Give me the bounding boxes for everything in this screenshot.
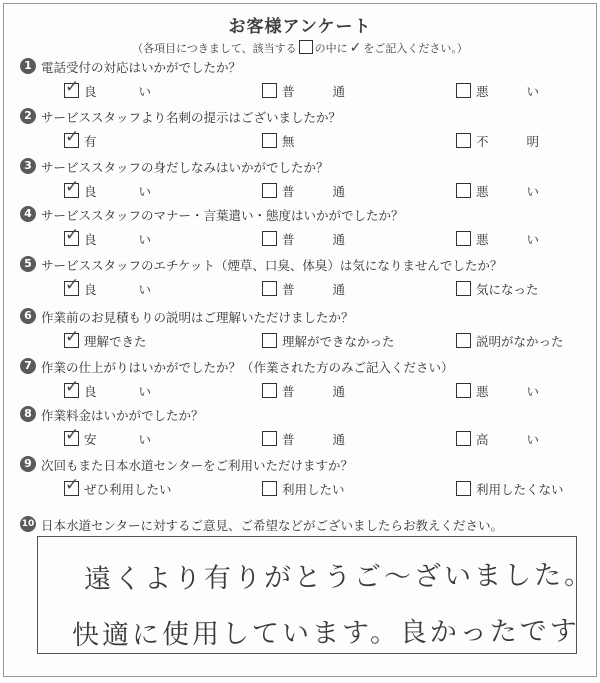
question-text: 次回もまた日本水道センターをご利用いただけますか？ bbox=[41, 458, 354, 473]
checkbox-sample-icon bbox=[299, 40, 313, 54]
option-label: 説明がなかった bbox=[476, 334, 564, 349]
option-label: 気になった bbox=[476, 282, 539, 297]
checkmark-icon: ✓ bbox=[65, 475, 80, 495]
question-number: 10 bbox=[20, 516, 36, 532]
checkbox[interactable] bbox=[456, 133, 471, 148]
question-3 bbox=[4, 156, 598, 204]
question-number: 6 bbox=[20, 308, 36, 324]
question-number: 2 bbox=[20, 108, 36, 124]
survey-sheet bbox=[3, 3, 597, 677]
question-2 bbox=[4, 106, 598, 154]
option-label: 良い bbox=[84, 282, 194, 297]
option-label: 無 bbox=[282, 134, 295, 149]
option-label: 普通 bbox=[282, 384, 384, 399]
checkmark-sample-icon: ✓ bbox=[349, 40, 362, 56]
checkmark-icon: ✓ bbox=[65, 225, 80, 245]
option-label: 悪い bbox=[476, 184, 578, 199]
option-label: 良い bbox=[84, 232, 194, 247]
option-label: 普通 bbox=[282, 184, 384, 199]
question-text: 作業前のお見積もりの説明はご理解いただけましたか？ bbox=[41, 310, 354, 325]
option-label: 悪い bbox=[476, 84, 578, 99]
option-label: 普通 bbox=[282, 232, 384, 247]
comment-box[interactable] bbox=[37, 536, 595, 654]
option-label: 理解ができなかった bbox=[282, 334, 395, 349]
checkmark-icon: ✓ bbox=[65, 377, 80, 397]
question-9 bbox=[4, 454, 598, 502]
option-label: 普通 bbox=[282, 432, 384, 447]
checkbox[interactable] bbox=[456, 83, 471, 98]
checkbox[interactable] bbox=[262, 183, 277, 198]
instruction-before: （各項目につきまして、該当する bbox=[132, 42, 297, 55]
handwritten-line-2: 快適に使用しています。良かったです bbox=[71, 615, 580, 652]
option-label: ぜひ利用したい bbox=[84, 482, 172, 497]
checkbox[interactable] bbox=[262, 431, 277, 446]
option-label: 高い bbox=[476, 432, 578, 447]
option-label: 良い bbox=[84, 84, 194, 99]
question-text: サービススタッフより名刺の提示はございましたか？ bbox=[41, 110, 342, 125]
question-number: 4 bbox=[20, 206, 36, 222]
question-6 bbox=[4, 306, 598, 354]
handwritten-line-1: 遠くより有りがとうご～ざいました。 bbox=[83, 559, 595, 596]
checkbox[interactable] bbox=[262, 281, 277, 296]
instruction-after: をご記入ください。） bbox=[363, 42, 468, 55]
question-text: 作業の仕上がりはいかがでしたか？（作業された方のみご記入ください） bbox=[41, 360, 454, 375]
checkmark-icon: ✓ bbox=[65, 77, 80, 97]
option-label: 利用したくない bbox=[476, 482, 564, 497]
question-number: 1 bbox=[20, 58, 36, 74]
question-5 bbox=[4, 254, 598, 302]
checkbox[interactable] bbox=[456, 333, 471, 348]
checkmark-icon: ✓ bbox=[65, 275, 80, 295]
question-text: 作業料金はいかがでしたか？ bbox=[41, 408, 204, 423]
checkmark-icon: ✓ bbox=[65, 177, 80, 197]
question-number: 9 bbox=[20, 456, 36, 472]
option-label: 理解できた bbox=[84, 334, 147, 349]
question-number: 7 bbox=[20, 358, 36, 374]
instruction-line bbox=[4, 40, 596, 56]
question-text: 日本水道センターに対するご意見、ご希望などがございましたらお教えください。 bbox=[41, 518, 504, 533]
option-label: 悪い bbox=[476, 232, 578, 247]
checkbox[interactable] bbox=[262, 481, 277, 496]
checkbox[interactable] bbox=[456, 481, 471, 496]
question-text: サービススタッフのマナー・言葉遣い・態度はいかがでしたか？ bbox=[41, 208, 404, 223]
option-label: 利用したい bbox=[282, 482, 345, 497]
option-label: 普通 bbox=[282, 282, 384, 297]
checkbox[interactable] bbox=[262, 83, 277, 98]
question-text: サービススタッフの身だしなみはいかがでしたか？ bbox=[41, 160, 329, 175]
question-text: サービススタッフのエチケット（煙草、口臭、体臭）は気になりませんでしたか？ bbox=[41, 258, 503, 273]
question-1 bbox=[4, 56, 598, 104]
instruction-middle: の中に bbox=[314, 42, 348, 55]
checkbox[interactable] bbox=[456, 231, 471, 246]
question-text: 電話受付の対応はいかがでしたか？ bbox=[41, 60, 242, 75]
option-label: 不明 bbox=[476, 134, 578, 149]
checkmark-icon: ✓ bbox=[65, 127, 80, 147]
checkmark-icon: ✓ bbox=[65, 327, 80, 347]
option-label: 良い bbox=[84, 384, 194, 399]
checkbox[interactable] bbox=[456, 431, 471, 446]
checkbox[interactable] bbox=[262, 333, 277, 348]
checkbox[interactable] bbox=[262, 231, 277, 246]
question-10 bbox=[4, 514, 598, 534]
option-label: 有 bbox=[84, 134, 97, 149]
question-8 bbox=[4, 404, 598, 452]
option-label: 安い bbox=[84, 432, 194, 447]
option-label: 普通 bbox=[282, 84, 384, 99]
option-label: 良い bbox=[84, 184, 194, 199]
option-label: 悪い bbox=[476, 384, 578, 399]
survey-title: お客様アンケート bbox=[228, 17, 372, 37]
question-number: 5 bbox=[20, 256, 36, 272]
checkbox[interactable] bbox=[262, 383, 277, 398]
checkmark-icon: ✓ bbox=[65, 425, 80, 445]
question-7 bbox=[4, 356, 598, 404]
checkbox[interactable] bbox=[456, 183, 471, 198]
checkbox[interactable] bbox=[456, 281, 471, 296]
checkbox[interactable] bbox=[456, 383, 471, 398]
checkbox[interactable] bbox=[262, 133, 277, 148]
question-number: 3 bbox=[20, 158, 36, 174]
question-4 bbox=[4, 204, 598, 252]
question-number: 8 bbox=[20, 406, 36, 422]
